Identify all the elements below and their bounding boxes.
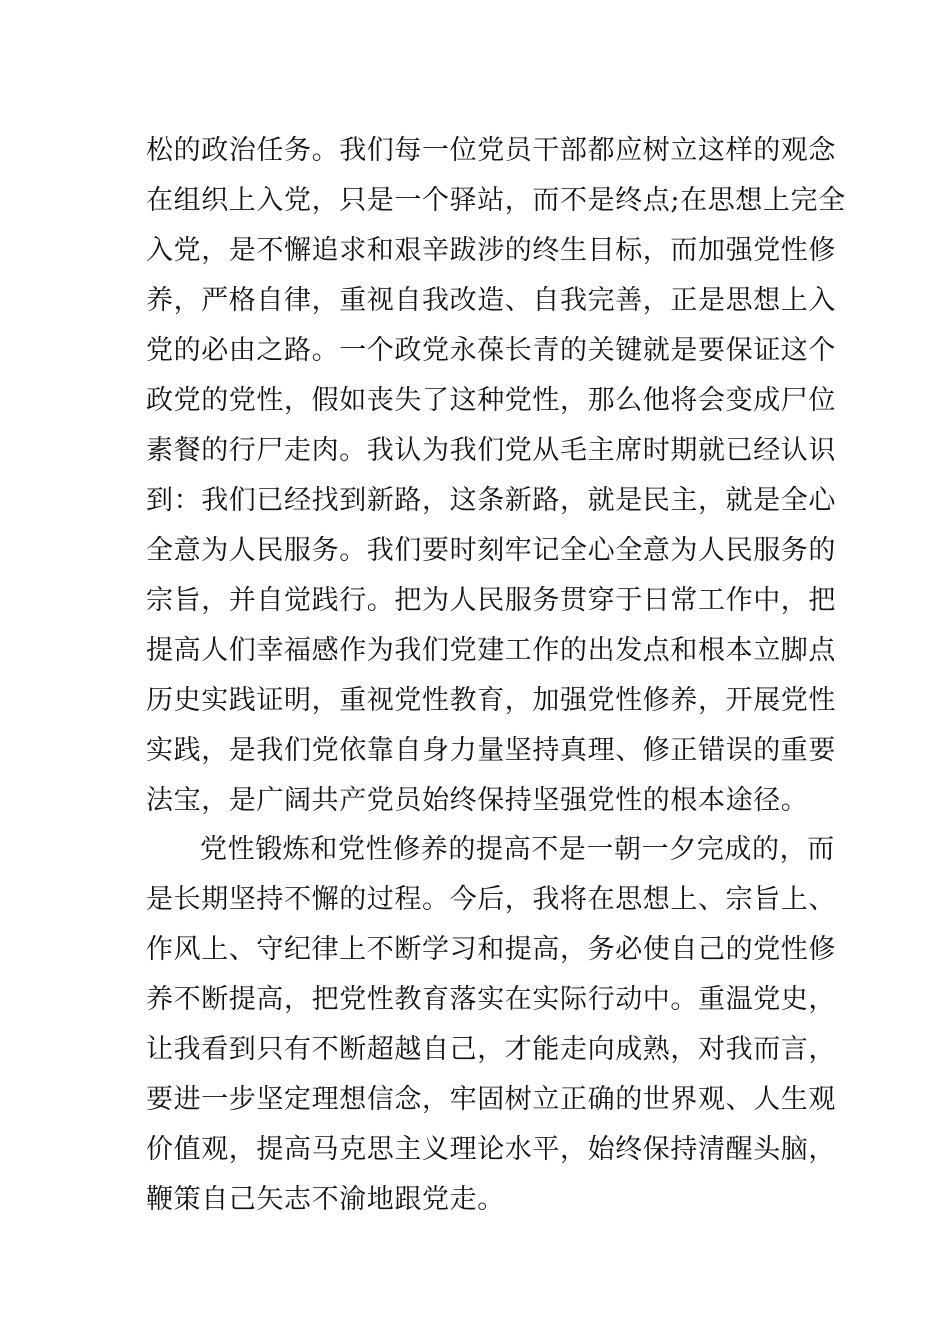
paragraph-1-line-4: 养，严格自律，重视自我改造、自我完善，正是思想上入: [146, 285, 836, 316]
paragraph-1-line-12: 历史实践证明，重视党性教育，加强党性修养，开展党性: [146, 685, 836, 716]
paragraph-2-line-2: 是长期坚持不懈的过程。今后，我将在思想上、宗旨上、: [146, 884, 836, 915]
paragraph-2-line-7: 价值观，提高马克思主义理论水平，始终保持清醒头脑，: [146, 1134, 836, 1165]
paragraph-2-line-5: 让我看到只有不断超越自己，才能走向成熟，对我而言，: [146, 1034, 836, 1065]
paragraph-1-line-14: 法宝，是广阔共产党员始终保持坚强党性的根本途径。: [146, 785, 809, 816]
paragraph-1-line-1: 松的政治任务。我们每一位党员干部都应树立这样的观念: [146, 135, 836, 166]
paragraph-1-line-10: 宗旨，并自觉践行。把为人民服务贯穿于日常工作中，把: [146, 585, 836, 616]
paragraph-1-line-13: 实践，是我们党依靠自身力量坚持真理、修正错误的重要: [146, 735, 836, 766]
paragraph-1-line-7: 素餐的行尸走肉。我认为我们党从毛主席时期就已经认识: [146, 435, 836, 466]
paragraph-1-line-5: 党的必由之路。一个政党永葆长青的关键就是要保证这个: [146, 335, 836, 366]
paragraph-1-line-9: 全意为人民服务。我们要时刻牢记全心全意为人民服务的: [146, 535, 836, 566]
paragraph-2-line-6: 要进一步坚定理想信念，牢固树立正确的世界观、人生观: [146, 1084, 836, 1115]
paragraph-1-line-6: 政党的党性，假如丧失了这种党性，那么他将会变成尸位: [146, 385, 836, 416]
paragraph-1-line-3: 入党，是不懈追求和艰辛跋涉的终生目标，而加强党性修: [146, 235, 836, 266]
paragraph-1-line-11: 提高人们幸福感作为我们党建工作的出发点和根本立脚点: [146, 635, 836, 666]
paragraph-2-line-8: 鞭策自己矢志不渝地跟党走。: [146, 1184, 505, 1215]
paragraph-2-line-4: 养不断提高，把党性教育落实在实际行动中。重温党史，: [146, 984, 836, 1015]
paragraph-1-line-2: 在组织上入党，只是一个驿站，而不是终点;在思想上完全: [146, 185, 846, 216]
paragraph-2-line-3: 作风上、守纪律上不断学习和提高，务必使自己的党性修: [146, 934, 836, 965]
paragraph-1-line-8: 到：我们已经找到新路，这条新路，就是民主，就是全心: [146, 485, 836, 516]
paragraph-2-line-1: 党性锻炼和党性修养的提高不是一朝一夕完成的，而: [200, 834, 835, 865]
